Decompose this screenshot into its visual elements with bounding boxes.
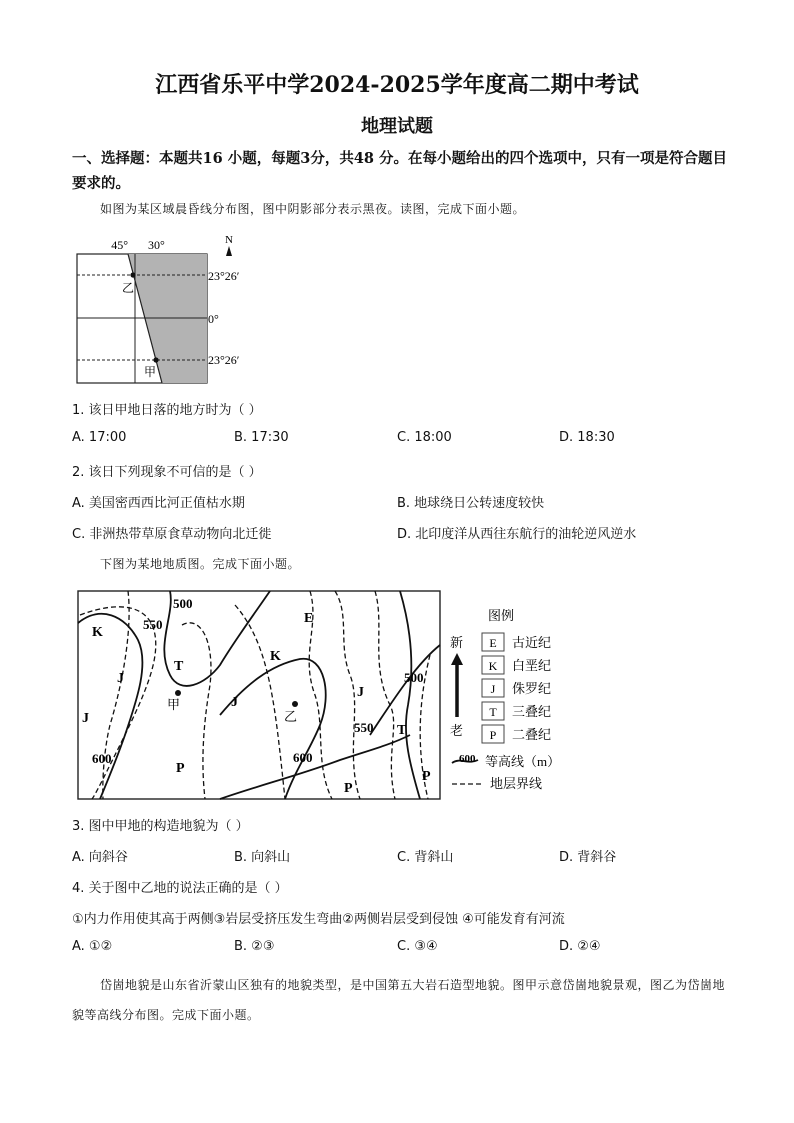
- q4-stem: 4. 关于图中乙地的说法正确的是（ ）: [72, 881, 288, 896]
- q2-option-c[interactable]: C. 非洲热带草原食草动物向北迁徙: [72, 527, 272, 542]
- strata-label: K: [270, 649, 281, 664]
- q4-option-a[interactable]: A. ①②: [72, 939, 113, 954]
- exam-subtitle: 地理试题: [361, 116, 433, 137]
- q1-stem: 1. 该日甲地日落的地方时为（ ）: [72, 403, 262, 418]
- lat-north-label: 23°26′: [208, 269, 240, 283]
- legend-name: 古近纪: [512, 635, 552, 650]
- strata-label: J: [82, 711, 89, 726]
- group2-intro: 下图为某地地质图。完成下面小题。: [100, 557, 301, 571]
- lon-30-label: 30°: [148, 238, 165, 252]
- map-point-jia-label: 甲: [167, 697, 181, 712]
- legend-name: 三叠纪: [512, 704, 552, 719]
- legend-code: E: [489, 636, 497, 650]
- q4-option-c[interactable]: C. ③④: [397, 939, 438, 954]
- q1-option-c[interactable]: C. 18:00: [397, 430, 452, 445]
- arrow-up-icon: [451, 653, 463, 665]
- strata-label: P: [176, 761, 185, 776]
- strata-label: J: [231, 695, 238, 710]
- q1-option-a[interactable]: A. 17:00: [72, 430, 127, 445]
- north-arrow-icon: [226, 246, 232, 256]
- legend-boundary-label: 地层界线: [490, 776, 543, 791]
- group1-intro: 如图为某区域晨昏线分布图，图中阴影部分表示黑夜。读图，完成下面小题。: [100, 202, 526, 216]
- section-instructions: 一、选择题：本题共16 小题，每题3分，共48 分。在每小题给出的四个选项中，只有一项是符合题目要求的。: [72, 150, 728, 192]
- point-yi-label: 乙: [122, 281, 135, 295]
- map-point-yi-label: 乙: [284, 709, 298, 724]
- q3-option-a[interactable]: A. 向斜谷: [72, 850, 128, 865]
- legend-code: P: [489, 728, 497, 742]
- point-jia-label: 甲: [144, 365, 157, 379]
- q3-option-b[interactable]: B. 向斜山: [234, 850, 291, 865]
- lat-equator-label: 0°: [208, 312, 219, 326]
- group3-intro: 岱崮地貌是山东省沂蒙山区独有的地貌类型，是中国第五大岩石造型地貌。图甲示意岱崮地貌景观，图乙为岱崮地貌等高线分布图。完成下面小题。: [72, 978, 726, 1022]
- q2-stem: 2. 该日下列现象不可信的是（ ）: [72, 465, 262, 480]
- q2-option-b[interactable]: B. 地球绕日公转速度较快: [397, 496, 545, 511]
- geologic-map: [70, 585, 590, 805]
- lon-45-label: 45°: [111, 238, 128, 252]
- contour-label: 550: [143, 617, 163, 632]
- q1-option-b[interactable]: B. 17:30: [234, 430, 289, 445]
- q2-option-a[interactable]: A. 美国密西西比河正值枯水期: [72, 496, 245, 511]
- contour-label: 600: [293, 750, 313, 765]
- q3-option-c[interactable]: C. 背斜山: [397, 850, 454, 865]
- north-label: N: [225, 234, 233, 246]
- map-point-jia: [175, 690, 181, 696]
- q4-option-d[interactable]: D. ②④: [559, 939, 601, 954]
- legend-title: 图例: [488, 608, 515, 623]
- legend-code: T: [489, 705, 497, 719]
- legend-name: 白垩纪: [512, 658, 552, 673]
- strata-label: T: [174, 659, 184, 674]
- contour-label: 600: [92, 751, 112, 766]
- strata-label: E: [304, 611, 314, 626]
- legend-code: K: [488, 659, 498, 673]
- point-jia: [153, 357, 158, 362]
- q3-stem: 3. 图中甲地的构造地貌为（ ）: [72, 819, 249, 834]
- q4-statements: ①内力作用使其高于两侧③岩层受挤压发生弯曲②两侧岩层受到侵蚀 ④可能发育有河流: [72, 912, 565, 927]
- legend-old: 老: [450, 723, 464, 738]
- q4-option-b[interactable]: B. ②③: [234, 939, 275, 954]
- point-yi: [130, 272, 135, 277]
- contour-label: 550: [354, 720, 374, 735]
- terminator-figure: [70, 230, 270, 390]
- strata-label: K: [92, 625, 103, 640]
- legend-new: 新: [450, 635, 464, 650]
- contour-label: 500: [173, 596, 193, 611]
- q3-option-d[interactable]: D. 背斜谷: [559, 850, 617, 865]
- q1-option-d[interactable]: D. 18:30: [559, 430, 615, 445]
- lat-south-label: 23°26′: [208, 353, 240, 367]
- contour-label: 500: [404, 670, 424, 685]
- legend-code: J: [490, 682, 496, 696]
- map-point-yi: [292, 701, 298, 707]
- strata-label: J: [357, 685, 364, 700]
- exam-title: 江西省乐平中学2024-2025学年度高二期中考试: [155, 72, 639, 98]
- q2-option-d[interactable]: D. 北印度洋从西往东航行的油轮逆风逆水: [397, 527, 637, 542]
- strata-label: P: [344, 781, 353, 796]
- legend-contour-value: 600: [459, 753, 476, 765]
- legend-contour-label: 等高线（m）: [485, 754, 561, 769]
- strata-label: J: [117, 671, 124, 686]
- strata-label: T: [397, 723, 407, 738]
- strata-label: P: [422, 769, 431, 784]
- legend-name: 侏罗纪: [512, 681, 552, 696]
- legend-name: 二叠纪: [512, 727, 552, 742]
